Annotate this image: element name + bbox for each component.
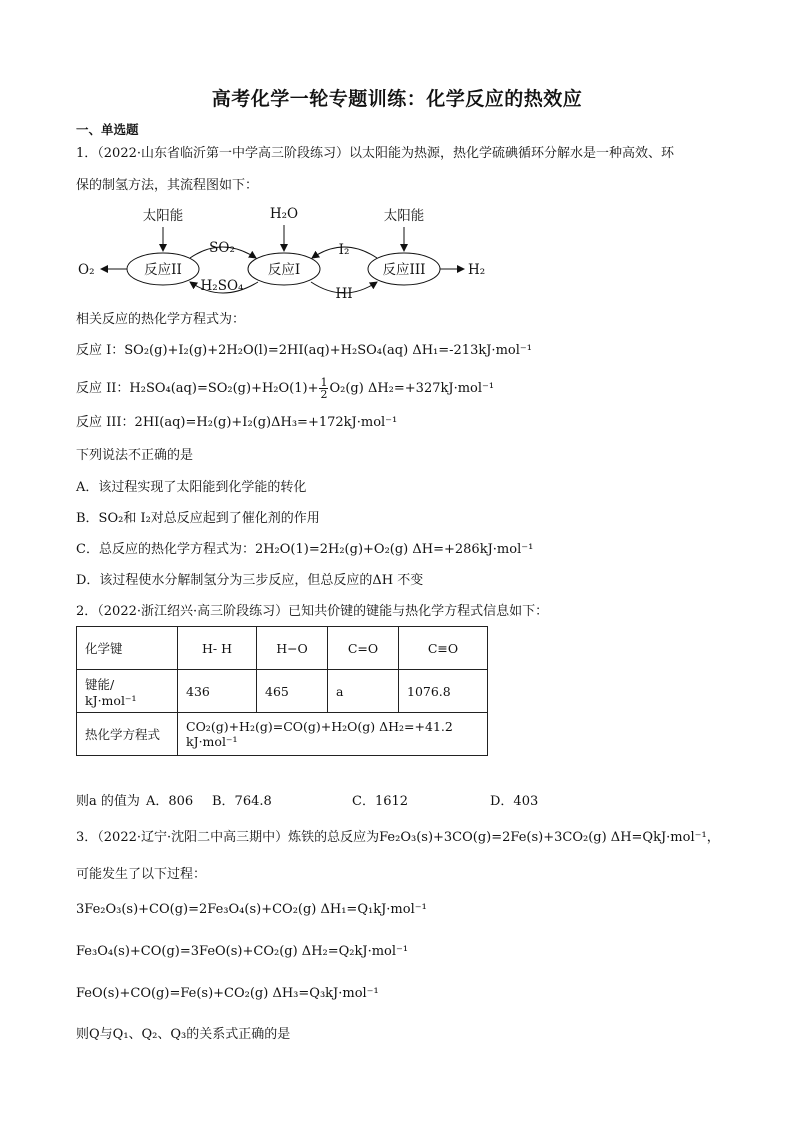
table-cell: H−O <box>257 627 328 670</box>
table-cell: 键能/ kJ·mol⁻¹ <box>77 670 178 713</box>
q3-eq3: FeO(s)+CO(g)=Fe(s)+CO₂(g) ΔH₃=Q₃kJ·mol⁻¹ <box>76 986 379 1001</box>
half-fraction <box>319 377 328 400</box>
table-cell: 1076.8 <box>399 670 488 713</box>
q1-eq2 <box>76 377 494 400</box>
q1-question: 下列说法不正确的是 <box>76 448 194 463</box>
page-title: 高考化学一轮专题训练：化学反应的热效应 <box>211 88 583 110</box>
table-row <box>77 713 488 756</box>
o2-label: O₂ <box>78 262 95 278</box>
q2-answer-prefix: 则a 的值为 <box>76 794 140 809</box>
reaction-3-label: 反应III <box>382 262 426 278</box>
q2-option-c: C．1612 <box>352 794 409 809</box>
table-cell: CO₂(g)+H₂(g)=CO(g)+H₂O(g) ΔH₂=+41.2 kJ·mol⁻¹ <box>178 713 488 756</box>
q3-eq1: 3Fe₂O₃(s)+CO(g)=2Fe₃O₄(s)+CO₂(g) ΔH₁=Q₁kJ·mol⁻¹ <box>76 902 427 917</box>
h2o-label: H₂O <box>269 206 299 222</box>
q1-eq1 <box>76 342 532 360</box>
q3-stem-line2: 可能发生了以下过程： <box>76 867 207 882</box>
q3-question: 则Q与Q₁、Q₂、Q₃的关系式正确的是 <box>76 1027 291 1042</box>
section-heading: 一、单选题 <box>76 122 139 137</box>
q1-intro: 相关反应的热化学方程式为： <box>76 312 246 327</box>
fraction-numerator: 1 <box>320 376 328 389</box>
q1-eq2-label: 反应 II： <box>76 381 130 396</box>
q1-option-b: B．SO₂和 I₂对总反应起到了催化剂的作用 <box>76 511 320 526</box>
cycle-flow-diagram <box>72 196 502 306</box>
q1-eq1-label: 反应 I： <box>76 343 125 358</box>
table-row <box>77 627 488 670</box>
table-cell: 热化学方程式 <box>77 713 178 756</box>
table-cell: 化学键 <box>77 627 178 670</box>
q1-eq3-label: 反应 III： <box>76 415 135 430</box>
table-cell: C≡O <box>399 627 488 670</box>
h2so4-label: H₂SO₄ <box>200 278 244 294</box>
table-cell: H- H <box>178 627 257 670</box>
q2-option-b: B．764.8 <box>212 794 272 809</box>
bond-energy-table <box>76 626 488 756</box>
table-cell: a <box>328 670 399 713</box>
table-row <box>77 670 488 713</box>
table-cell: C=O <box>328 627 399 670</box>
q3-eq2: Fe₃O₄(s)+CO(g)=3FeO(s)+CO₂(g) ΔH₂=Q₂kJ·mol⁻¹ <box>76 944 409 959</box>
q1-option-a: A．该过程实现了太阳能到化学能的转化 <box>76 480 307 495</box>
q1-option-c: C．总反应的热化学方程式为：2H₂O(1)=2H₂(g)+O₂(g) ΔH=+286kJ·mol⁻¹ <box>76 542 534 557</box>
table-cell: 465 <box>257 670 328 713</box>
q2-stem: 2．（2022·浙江绍兴·高三阶段练习）已知共价键的键能与热化学方程式信息如下： <box>76 604 549 619</box>
solar-right-label: 太阳能 <box>383 208 425 224</box>
q1-option-d: D．该过程使水分解制氢分为三步反应，但总反应的ΔH 不变 <box>76 573 424 588</box>
solar-left-label: 太阳能 <box>142 208 184 224</box>
q1-eq2-text-a: H₂SO₄(aq)=SO₂(g)+H₂O(1)+ <box>129 381 319 396</box>
so2-label: SO₂ <box>209 240 235 256</box>
q1-eq1-text: SO₂(g)+I₂(g)+2H₂O(l)=2HI(aq)+H₂SO₄(aq) ΔH₁=-213kJ·mol⁻¹ <box>124 343 532 358</box>
h2-label: H₂ <box>468 262 486 278</box>
q1-eq3 <box>76 414 397 432</box>
q3-stem-line1: 3．（2022·辽宁·沈阳二中高三期中）炼铁的总反应为Fe₂O₃(s)+3CO(g)=2Fe(s)+3CO₂(g) ΔH=QkJ·mol⁻¹， <box>76 830 720 845</box>
q1-eq3-text: 2HI(aq)=H₂(g)+I₂(g)ΔH₃=+172kJ·mol⁻¹ <box>134 415 398 430</box>
reaction-2-label: 反应II <box>144 262 182 278</box>
fraction-denominator: 2 <box>320 388 328 401</box>
hi-label: HI <box>335 286 353 302</box>
q2-option-d: D．403 <box>490 794 539 809</box>
q2-option-a: A．806 <box>146 794 194 809</box>
q1-stem-line1: 1．（2022·山东省临沂第一中学高三阶段练习）以太阳能为热源，热化学硫碘循环分解水是一种高效、环 <box>76 146 674 161</box>
reaction-1-label: 反应I <box>267 262 301 278</box>
q1-stem-line2: 保的制氢方法，其流程图如下： <box>76 178 259 193</box>
i2-label: I₂ <box>338 242 350 258</box>
q1-eq2-text-b: O₂(g) ΔH₂=+327kJ·mol⁻¹ <box>329 381 495 396</box>
table-cell: 436 <box>178 670 257 713</box>
